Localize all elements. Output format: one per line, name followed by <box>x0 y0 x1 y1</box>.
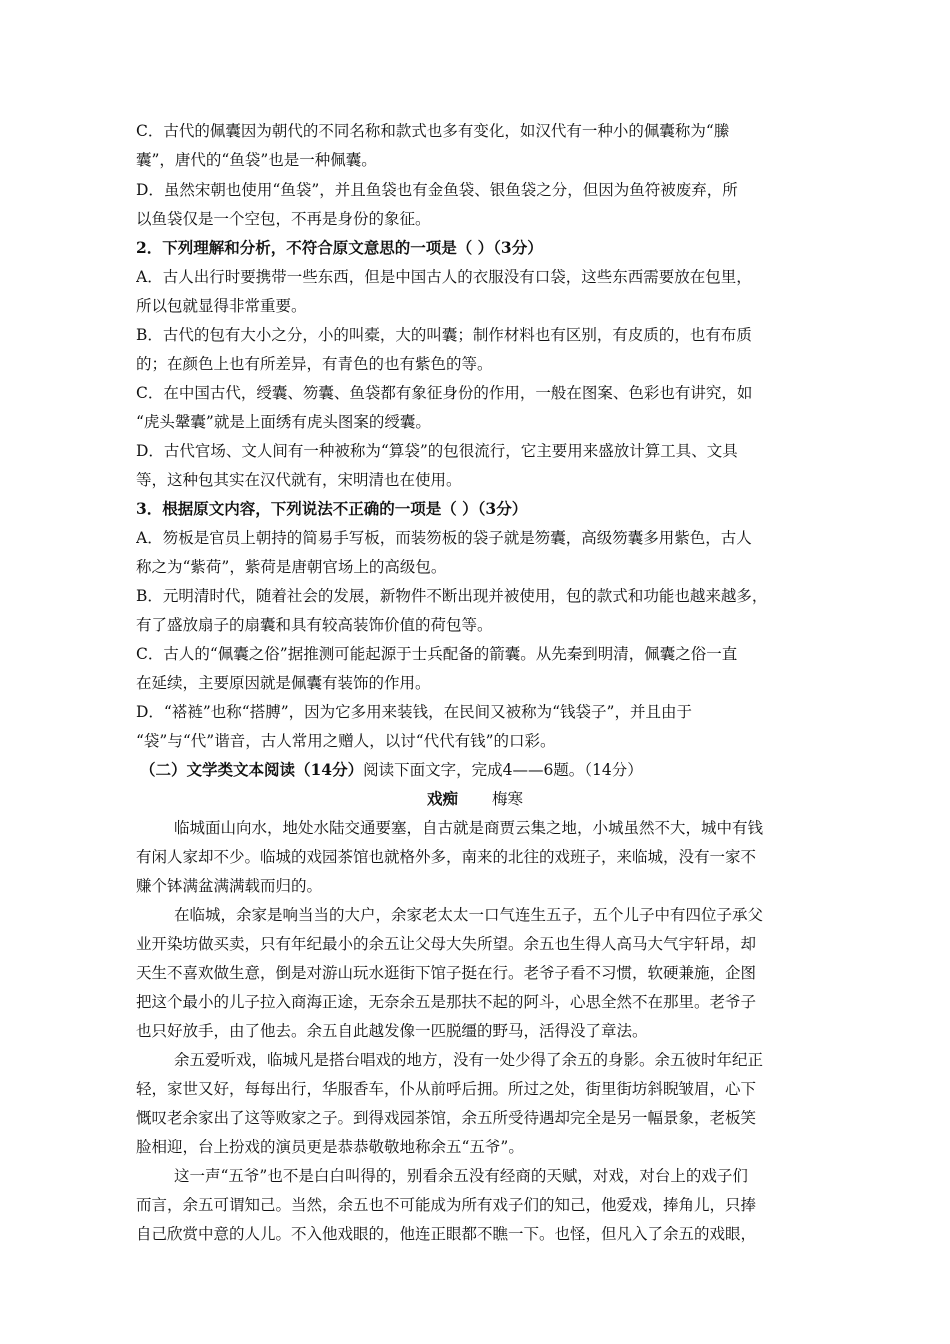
option-a-q3-line2: 称之为“紫荷”，紫荷是唐朝官场上的高级包。 <box>136 558 447 576</box>
story-title: 戏痴 <box>426 789 458 808</box>
body-line: 这一声“五爷”也不是白白叫得的，别看余五没有经商的天赋，对戏，对台上的戏子们 <box>174 1167 748 1185</box>
story-heading <box>0 788 950 810</box>
body-line: 赚个钵满盆满满载而归的。 <box>136 877 323 895</box>
option-c-q3-line2: 在延续，主要原因就是佩囊有装饰的作用。 <box>136 674 431 692</box>
option-c-q1-line2: 囊”，唐代的“鱼袋”也是一种佩囊。 <box>136 151 377 169</box>
option-b-q3-line2: 有了盛放扇子的扇囊和具有较高装饰价值的荷包等。 <box>136 616 493 634</box>
option-d-q3-line1: D．“褡裢”也称“搭膊”，因为它多用来装钱，在民间又被称为“钱袋子”，并且由于 <box>136 703 692 721</box>
option-b-q3-line1: B．元明清时代，随着社会的发展，新物件不断出现并被使用，包的款式和功能也越来越多， <box>136 587 768 605</box>
option-c-q1-line1: C．古代的佩囊因为朝代的不同名称和款式也多有变化，如汉代有一种小的佩囊称为“縢 <box>136 122 730 140</box>
section-heading <box>140 759 830 781</box>
body-line: 有闲人家却不少。临城的戏园茶馆也就格外多，南来的北往的戏班子，来临城，没有一家不 <box>136 848 757 866</box>
option-b-q2-line1: B．古代的包有大小之分，小的叫橐，大的叫囊；制作材料也有区别，有皮质的，也有布质 <box>136 326 752 344</box>
body-line: 临城面山向水，地处水陆交通要塞，自古就是商贾云集之地，小城虽然不大，城中有钱 <box>174 819 764 837</box>
option-d-q3-line2: “袋”与“代”谐音，古人常用之赠人，以讨“代代有钱”的口彩。 <box>136 732 556 750</box>
body-line: 在临城，余家是响当当的大户，余家老太太一口气连生五子，五个儿子中有四位子承父 <box>174 906 764 924</box>
option-a-q2-line1: A．古人出行时要携带一些东西，但是中国古人的衣服没有口袋，这些东西需要放在包里， <box>136 268 752 286</box>
option-a-q3-line1: A．笏板是官员上朝持的简易手写板，而装笏板的袋子就是笏囊，高级笏囊多用紫色，古人 <box>136 529 752 547</box>
body-line: 余五爱听戏，临城凡是搭台唱戏的地方，没有一处少得了余五的身影。余五彼时年纪正 <box>174 1051 764 1069</box>
question-2: 2．下列理解和分析，不符合原文意思的一项是（ ）（3分） <box>136 238 543 257</box>
option-d-q2-line2: 等，这种包其实在汉代就有，宋明清也在使用。 <box>136 471 462 489</box>
body-line: 天生不喜欢做生意，倒是对游山玩水逛街下馆子挺在行。老爷子看不习惯，软硬兼施，企图 <box>136 964 757 982</box>
body-line: 慨叹老余家出了这等败家之子。到得戏园茶馆，余五所受待遇却完全是另一幅景象，老板笑 <box>136 1109 757 1127</box>
question-3: 3．根据原文内容，下列说法不正确的一项是（ ）（3分） <box>136 499 528 518</box>
option-c-q2-line1: C．在中国古代，绶囊、笏囊、鱼袋都有象征身份的作用，一般在图案、色彩也有讲究，如 <box>136 384 753 402</box>
story-author: 梅寒 <box>492 790 524 808</box>
body-line: 脸相迎，台上扮戏的演员更是恭恭敬敬地称余五“五爷”。 <box>136 1138 524 1156</box>
body-line: 自己欣赏中意的人儿。不入他戏眼的，他连正眼都不瞧一下。也怪，但凡入了余五的戏眼， <box>136 1225 757 1243</box>
body-line: 业开染坊做买卖，只有年纪最小的余五让父母大失所望。余五也生得人高马大气宇轩昂，却 <box>136 935 757 953</box>
option-c-q3-line1: C．古人的“佩囊之俗”据推测可能起源于士兵配备的箭囊。从先秦到明清，佩囊之俗一直 <box>136 645 738 663</box>
body-line: 把这个最小的儿子拉入商海正途，无奈余五是那扶不起的阿斗，心思全然不在那里。老爷子 <box>136 993 757 1011</box>
option-a-q2-line2: 所以包就显得非常重要。 <box>136 297 307 315</box>
body-line: 轻，家世又好，每每出行，华服香车，仆从前呼后拥。所过之处，街里街坊斜睨皱眉，心下 <box>136 1080 757 1098</box>
section-heading-instructions: 阅读下面文字，完成4——6题。（14分） <box>363 761 643 779</box>
section-heading-bold: （二）文学类文本阅读（14分） <box>140 760 364 779</box>
body-line: 而言，余五可谓知己。当然，余五也不可能成为所有戏子们的知己，他爱戏，捧角儿，只捧 <box>136 1196 757 1214</box>
option-d-q1-line1: D．虽然宋朝也使用“鱼袋”，并且鱼袋也有金鱼袋、银鱼袋之分，但因为鱼符被废弃，所 <box>136 181 738 199</box>
option-d-q1-line2: 以鱼袋仅是一个空包，不再是身份的象征。 <box>136 210 431 228</box>
option-c-q2-line2: “虎头鞶囊”就是上面绣有虎头图案的绶囊。 <box>136 413 431 431</box>
option-b-q2-line2: 的；在颜色上也有所差异，有青色的也有紫色的等。 <box>136 355 493 373</box>
option-d-q2-line1: D．古代官场、文人间有一种被称为“算袋”的包很流行，它主要用来盛放计算工具、文具 <box>136 442 738 460</box>
body-line: 也只好放手，由了他去。余五自此越发像一匹脱缰的野马，活得没了章法。 <box>136 1022 648 1040</box>
